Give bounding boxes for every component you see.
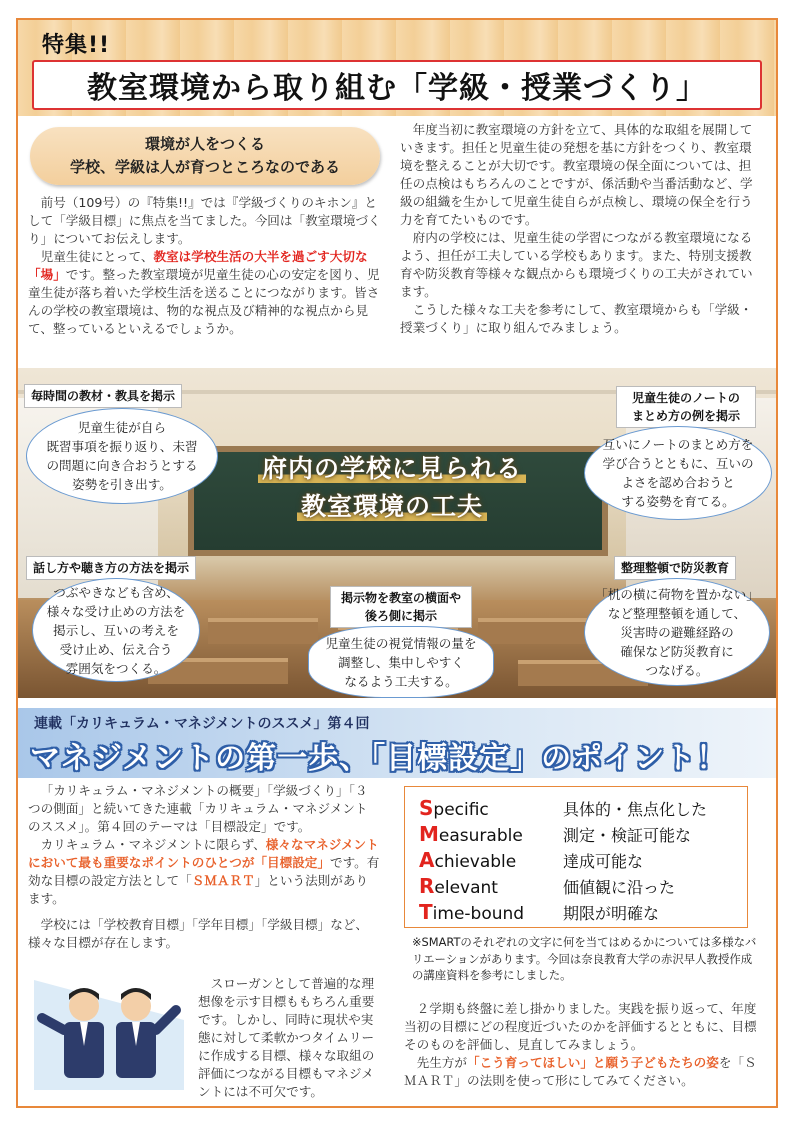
- smart-rest: pecific: [433, 800, 489, 820]
- smart-rest: ime-bound: [432, 904, 525, 924]
- lower-left-column-wrap: [198, 975, 380, 1101]
- lower-paragraph-3: 学校には「学校教育目標」「学年目標」「学級目標」など、様々な目標が存在します。: [28, 917, 369, 950]
- pill-line-2: 学校、学級は人が育つところなのである: [69, 158, 340, 176]
- desk: [478, 618, 588, 644]
- lower-paragraph-2: [28, 836, 380, 908]
- tip-tag-notes: 児童生徒のノートの まとめ方の例を掲示: [616, 386, 756, 428]
- tip-tag-speaking: 話し方や聴き方の方法を掲示: [26, 556, 196, 580]
- right-paragraph-1: 年度当初に教室環境の方針を立て、具体的な取組を展開していきます。担任と児童生徒の発想を基に方針をつくり、教室環境を整えることが大切です。教室環境の保全面については、担任の点検はもちろんのことですが、係活動や当番活動など、学級の組織を生かして児童生徒自らが点検し、環境の保全を行う力を育てたいものです。: [400, 122, 753, 227]
- smart-letter: S: [419, 796, 434, 820]
- tip-bubble-speaking: つぶやきなども含め、 様々な受け止めの方法を 掲示し、互いの考えを 受け止め、伝え合う 雰囲気をつくる。: [32, 578, 200, 682]
- classroom-photo: [18, 368, 776, 698]
- smart-rest: easurable: [438, 826, 523, 846]
- smart-rest: chievable: [434, 852, 517, 872]
- intro-paragraph-2: [28, 248, 384, 338]
- rp2-post: を「ＳＭＡＲＴ」の法則を使って形にしてみてください。: [404, 1055, 757, 1088]
- desk: [208, 618, 318, 644]
- rp2-pre: 先生方が: [416, 1055, 467, 1070]
- smart-letter: M: [419, 822, 439, 846]
- teachers-illustration: [34, 970, 184, 1090]
- smart-meaning: 期限が明確な: [563, 903, 660, 923]
- highlight-goal-setting: 様々なマネジメントにおいて最も重要なポイントのひとつが「目標設定」: [28, 837, 379, 870]
- smart-letter: A: [419, 848, 435, 872]
- intro-right-column: [400, 121, 762, 337]
- closing-paragraph-1: ２学期も終盤に差し掛かりました。実践を振り返って、年度当初の目標にどの程度近づいたのかを評価するとともに、目標そのものを評価し、見直してみましょう。: [404, 1001, 757, 1052]
- intro-left-column: [28, 194, 384, 338]
- smart-row: [419, 821, 737, 847]
- closing-paragraph-2: [404, 1054, 766, 1090]
- smart-meaning: 達成可能な: [563, 851, 644, 871]
- lp2-post: 」という法則があります。: [28, 873, 369, 906]
- lp2-mid: です。有効な目標の設定方法として「: [28, 855, 380, 888]
- smart-row: [419, 847, 737, 873]
- photo-title-line-1: 府内の学校に見られる: [258, 454, 526, 483]
- tip-tag-disaster: 整理整頓で防災教育: [614, 556, 736, 580]
- smart-word: [419, 822, 563, 846]
- tip-tag-posting: 掲示物を教室の横面や 後ろ側に掲示: [330, 586, 472, 628]
- feature-header: [18, 20, 776, 116]
- smart-word: [419, 848, 563, 872]
- highlight-classroom: 教室は学校生活の大半を過ごす大切な「場」: [28, 249, 368, 282]
- illustration-bg: [34, 980, 184, 1090]
- lower-paragraph-4: スローガンとして普遍的な理想像を示す目標ももちろん重要です。しかし、同時に現状や実態に対して柔軟かつタイムリーに作成する目標、様々な取組の評価につながる目標もマネジメントには不可欠です。: [198, 976, 375, 1099]
- lower-right-column: [404, 1000, 766, 1090]
- right-paragraph-2: 府内の学校には、児童生徒の学習につながる教室環境になるよう、担任が工夫している学校もあります。また、特別支援教育や防災教育等様々な観点からも環境づくりの工夫がされています。: [400, 230, 753, 299]
- series-title: マネジメントの第一歩、「目標設定」のポイント！: [30, 741, 728, 776]
- tip-bubble-materials: 児童生徒が自ら 既習事項を振り返り、未習 の問題に向き合おうとする 姿勢を引き出す。: [26, 408, 218, 504]
- lp2-pre: カリキュラム・マネジメントに限らず、: [40, 837, 266, 852]
- smart-row: [419, 899, 737, 925]
- series-subtitle: 連載「カリキュラム・マネジメントのススメ」第４回: [34, 716, 370, 732]
- smart-row: [419, 873, 737, 899]
- feature-label: 特集!!: [42, 33, 111, 58]
- tip-tag-materials: 毎時間の教材・教具を掲示: [24, 384, 182, 408]
- p2-post: です。整った教室環境が児童生徒の心の安定を図り、児童生徒が落ち着いた学校生活を送ることにつながります。皆さんの学校の教室環境は、物的な視点及び精神的な視点から見て、整っているといえるでしょうか。: [28, 267, 380, 336]
- section-pill-heading: [30, 127, 380, 185]
- page-title: 教室環境から取り組む「学級・授業づくり」: [32, 60, 762, 110]
- photo-title: [242, 450, 542, 526]
- smart-rest: elevant: [434, 878, 498, 898]
- smart-meaning: 価値観に沿った: [563, 877, 676, 897]
- intro-paragraph-1: 前号（109号）の『特集!!』では『学級づくりのキホン』として「学級目標」に焦点を当てました。今回は「教室環境づくり」についてお伝えします。: [28, 195, 381, 246]
- highlight-children: 「こう育ってほしい」と願う子どもたちの姿: [466, 1055, 719, 1070]
- tip-bubble-posting: 児童生徒の視覚情報の量を 調整し、集中しやすく なるよう工夫する。: [308, 626, 494, 698]
- smart-word: [419, 874, 563, 898]
- tip-bubble-notes: 互いにノートのまとめ方を 学び合うとともに、互いの よさを認め合おうと する姿勢を育てる。: [584, 426, 772, 520]
- smart-meaning: 測定・検証可能な: [563, 825, 692, 845]
- smart-word: [419, 900, 563, 924]
- tip-bubble-disaster: 「机の横に荷物を置かない」 など整理整頓を通して、 災害時の避難経路の 確保など防災教育に つなげる。: [584, 578, 770, 686]
- lower-left-column: [28, 782, 380, 952]
- smart-footnote: ※SMARTのそれぞれの文字に何を当てはめるかについては多様なバリエーションがあります。今回は奈良教育大学の赤沢早人教授作成の講座資料を参考にしました。: [412, 935, 757, 982]
- smart-letter: R: [419, 874, 435, 898]
- pill-line-1: 環境が人をつくる: [144, 135, 265, 153]
- smart-word: [419, 796, 563, 820]
- smart-letter: T: [419, 900, 433, 924]
- p2-pre: 児童生徒にとって、: [40, 249, 154, 264]
- smart-box: [404, 786, 748, 928]
- photo-title-line-2: 教室環境の工夫: [297, 492, 487, 521]
- smart-meaning: 具体的・焦点化した: [563, 799, 708, 819]
- highlight-smart: ＳＭＡＲＴ: [191, 873, 255, 888]
- right-paragraph-3: こうした様々な工夫を参考にして、教室環境からも「学級・授業づくり」に取り組んでみましょう。: [400, 302, 753, 335]
- smart-row: [419, 795, 737, 821]
- lower-paragraph-1: 「カリキュラム・マネジメントの概要」「学級づくり」「３つの側面」と続いてきた連載「カリキュラム・マネジメントのススメ」。第４回のテーマは「目標設定」です。: [28, 783, 368, 834]
